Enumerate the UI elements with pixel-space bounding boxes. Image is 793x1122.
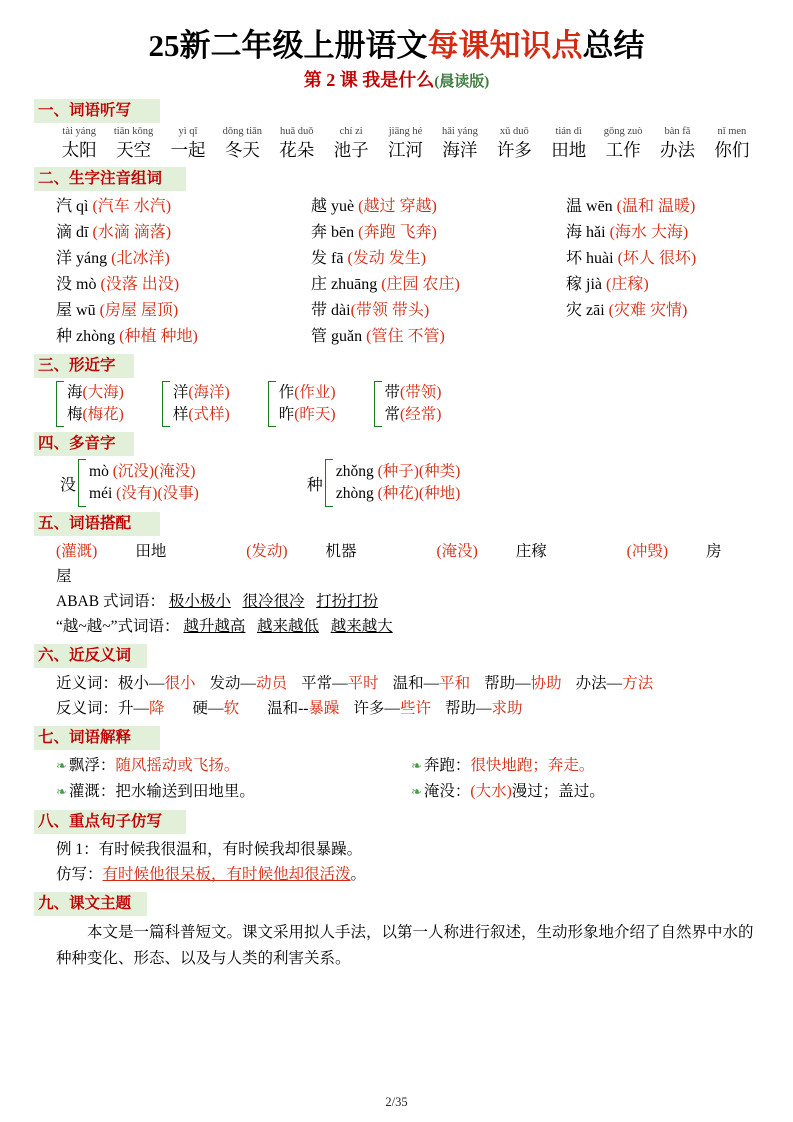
char-label: 常 bbox=[384, 406, 401, 423]
list-item bbox=[161, 126, 215, 162]
pinyin-label: méi bbox=[89, 485, 113, 502]
bracket-icon bbox=[374, 381, 382, 427]
pinyin-label: mò bbox=[89, 463, 109, 480]
list-item bbox=[436, 543, 584, 560]
page-title bbox=[34, 26, 759, 66]
char-label: 滴 bbox=[56, 224, 73, 241]
list-item bbox=[246, 543, 394, 560]
char-label: 坏 bbox=[566, 250, 583, 267]
row-label: 仿写： bbox=[56, 866, 103, 883]
pinyin-label: huài bbox=[586, 250, 614, 267]
char-label: 作 bbox=[278, 384, 295, 401]
list-item: 许多— bbox=[353, 700, 400, 717]
words-label: (灾难 灾情) bbox=[608, 302, 688, 319]
row-label: 反义词： bbox=[56, 700, 119, 717]
char-label: 温 bbox=[566, 198, 583, 215]
char-label: 越 bbox=[311, 198, 328, 215]
list-item bbox=[56, 220, 311, 245]
char-label: 海 bbox=[566, 224, 583, 241]
pinyin-label: guǎn bbox=[331, 328, 363, 345]
word-label: (经常) bbox=[400, 406, 442, 423]
list-item bbox=[311, 220, 566, 245]
char-label: 没 bbox=[56, 276, 73, 293]
row-label: 近义词： bbox=[56, 675, 119, 692]
word-label: 一起 bbox=[170, 140, 206, 160]
word-label: 太阳 bbox=[61, 140, 97, 160]
list-item: 打扮打扮 bbox=[316, 593, 379, 610]
words-label: (温和 温暖) bbox=[616, 198, 696, 215]
section-header-synonyms: 六、近反义词 bbox=[34, 644, 147, 668]
words-label: (发动 发生) bbox=[347, 250, 427, 267]
title-highlight: 每课知识点 bbox=[427, 28, 583, 63]
list-item: 越升越高 bbox=[183, 618, 246, 635]
list-item: 越来越大 bbox=[330, 618, 393, 635]
pinyin-label: zhòng bbox=[335, 485, 374, 502]
pinyin-label: huā duǒ bbox=[279, 126, 314, 137]
word-label: 海洋 bbox=[442, 140, 478, 160]
char-label: 梅 bbox=[67, 406, 83, 423]
words-label: (坏人 很坏) bbox=[617, 250, 697, 267]
similar-char-group bbox=[374, 381, 442, 427]
list-item bbox=[279, 382, 336, 404]
list-item bbox=[336, 461, 460, 483]
words-label: (水滴 滴落) bbox=[92, 224, 172, 241]
word-label: 田地 bbox=[551, 140, 587, 160]
word-label: 花朵 bbox=[279, 140, 315, 160]
imitate-text: 有时候他很呆板，有时候他却很活泼 bbox=[102, 866, 351, 883]
list-item bbox=[385, 404, 442, 426]
bracket-icon bbox=[78, 459, 86, 507]
pinyin-label: zhòng bbox=[76, 328, 116, 345]
words-label: (管住 不管) bbox=[366, 328, 445, 345]
list-item bbox=[311, 246, 566, 271]
pinyin-label: dōng tiān bbox=[222, 126, 263, 137]
meaning-label: 把水输送到田地里。 bbox=[115, 783, 255, 800]
bracket-icon bbox=[268, 381, 276, 427]
pinyin-label: bàn fǎ bbox=[664, 126, 691, 137]
row-label: “越~越~”式词语： bbox=[56, 618, 180, 635]
words-label: (庄园 农庄) bbox=[381, 276, 460, 293]
synonym-row: 近义词：极小—很小 发动—动员 平常—平时 温和—平和 帮助—协助 办法—方法 bbox=[56, 675, 654, 692]
char-label: 庄 bbox=[311, 276, 328, 293]
words-label: (种子)(种类) bbox=[377, 463, 461, 480]
list-item bbox=[487, 126, 541, 162]
char-label: 发 bbox=[311, 250, 328, 267]
word-label: 灌溉： bbox=[68, 783, 116, 800]
section-header-collocations: 五、词语搭配 bbox=[34, 512, 160, 536]
pinyin-label: jiāng hé bbox=[388, 126, 423, 137]
char-label: 奔 bbox=[311, 224, 328, 241]
section-header-similar-chars: 三、形近字 bbox=[34, 354, 134, 378]
imitate-row: 仿写：有时候他很呆板，有时候他却很活泼。 bbox=[56, 866, 367, 883]
char-label: 种 bbox=[56, 328, 73, 345]
list-item bbox=[411, 779, 759, 805]
pinyin-label: chí zi bbox=[339, 126, 363, 137]
title-part2: 总结 bbox=[582, 28, 645, 63]
char-label: 稼 bbox=[566, 276, 583, 293]
subtitle-main: 第 2 课 我是什么 bbox=[303, 70, 435, 90]
list-item bbox=[52, 126, 106, 162]
bracket-icon bbox=[325, 459, 333, 507]
list-item bbox=[566, 272, 759, 297]
similar-char-group bbox=[268, 381, 336, 427]
pinyin-label: zhǒng bbox=[335, 463, 374, 480]
pinyin-label: hǎi bbox=[586, 224, 606, 241]
meaning-label: 很快地跑；奔走。 bbox=[470, 757, 595, 774]
new-chars-grid bbox=[56, 194, 759, 349]
section-header-dictation: 一、词语听写 bbox=[34, 99, 160, 123]
page-subtitle bbox=[34, 68, 759, 94]
page-number: 2/35 bbox=[385, 1095, 408, 1109]
list-item: 升— bbox=[118, 700, 150, 717]
word-label: (海洋) bbox=[188, 384, 230, 401]
char-label: 洋 bbox=[56, 250, 73, 267]
list-item: 极小极小 bbox=[168, 593, 231, 610]
dictation-word-list bbox=[52, 126, 759, 162]
leaf-icon: ❧ bbox=[56, 758, 67, 773]
list-item bbox=[56, 543, 204, 560]
pinyin-label: hǎi yáng bbox=[441, 126, 478, 137]
word-label: 淹没： bbox=[423, 783, 471, 800]
list-item: 很冷很冷 bbox=[242, 593, 305, 610]
subtitle-note: (晨读版) bbox=[434, 74, 490, 90]
similar-char-group bbox=[162, 381, 230, 427]
similar-char-group bbox=[56, 381, 124, 427]
word-label: (梅花) bbox=[82, 406, 124, 423]
pinyin-label: bēn bbox=[331, 224, 355, 241]
section-header-theme: 九、课文主题 bbox=[34, 892, 147, 916]
sentence-practice-block bbox=[56, 837, 759, 887]
list-item bbox=[89, 461, 199, 483]
example-text: 有时候我很温和，有时候我却很暴躁。 bbox=[98, 841, 363, 858]
polyphone-group bbox=[307, 459, 460, 507]
list-item: 发动— bbox=[209, 675, 257, 692]
list-item bbox=[566, 220, 759, 245]
words-label: (种植 种地) bbox=[119, 328, 198, 345]
list-item bbox=[311, 324, 566, 349]
pinyin-label: gōng zuò bbox=[603, 126, 643, 137]
word-label: (带领) bbox=[400, 384, 442, 401]
list-item: 温和— bbox=[392, 675, 440, 692]
word-label: 池子 bbox=[333, 140, 369, 160]
pinyin-label: yáng bbox=[76, 250, 108, 267]
pinyin-label: yì qǐ bbox=[178, 126, 198, 137]
word-label: 你们 bbox=[714, 140, 750, 160]
section-header-new-chars: 二、生字注音组词 bbox=[34, 167, 186, 191]
bracket-icon bbox=[162, 381, 170, 427]
list-item bbox=[215, 126, 269, 162]
pinyin-label: zhuāng bbox=[331, 276, 378, 293]
list-item bbox=[385, 382, 442, 404]
list-item: 极小— bbox=[118, 675, 165, 692]
list-item bbox=[378, 126, 432, 162]
pinyin-label: yuè bbox=[331, 198, 355, 215]
list-item: 温和-- bbox=[267, 700, 309, 717]
theme-paragraph: 本文是一篇科普短文。课文采用拟人手法，以第一人称进行叙述，生动形象地介绍了自然界中水的种种变化、形态、以及与人类的利害关系。 bbox=[56, 924, 754, 967]
explanations-grid bbox=[56, 753, 759, 805]
char-label: 种 bbox=[306, 476, 323, 494]
words-label: (越过 穿越) bbox=[358, 198, 437, 215]
list-item bbox=[67, 382, 124, 404]
list-item bbox=[270, 126, 324, 162]
antonym-row: 反义词：升—降 硬—软 温和--暴躁 许多—些许 帮助—求助 bbox=[56, 700, 523, 717]
pinyin-label: wū bbox=[76, 302, 96, 319]
word-label: 工作 bbox=[605, 140, 641, 160]
list-item: 硬— bbox=[192, 700, 224, 717]
word-label: (大海) bbox=[82, 384, 124, 401]
list-item bbox=[56, 324, 311, 349]
char-label: 昨 bbox=[278, 406, 295, 423]
words-label: (汽车 水汽) bbox=[92, 198, 172, 215]
noun-label: 房屋 bbox=[56, 543, 722, 585]
word-label: 办法 bbox=[659, 140, 695, 160]
word-label: (作业) bbox=[294, 384, 336, 401]
list-item bbox=[566, 194, 759, 219]
row-label: 例 1： bbox=[56, 841, 99, 858]
list-item bbox=[650, 126, 704, 162]
pinyin-label: nǐ men bbox=[717, 126, 747, 137]
pinyin-label: tài yáng bbox=[62, 126, 96, 137]
word-label: 江河 bbox=[388, 140, 424, 160]
char-label: 灾 bbox=[566, 302, 583, 319]
pinyin-label: wēn bbox=[586, 198, 613, 215]
words-label: (奔跑 飞奔) bbox=[358, 224, 437, 241]
pinyin-label: qì bbox=[76, 198, 89, 215]
word-label: 奔跑： bbox=[423, 757, 471, 774]
word-label: 许多 bbox=[496, 140, 532, 160]
noun-label: 机器 bbox=[325, 543, 357, 560]
pinyin-label: tiān kōng bbox=[113, 126, 154, 137]
collocation-row bbox=[56, 539, 759, 589]
list-item bbox=[67, 404, 124, 426]
section-header-polyphones: 四、多音字 bbox=[34, 432, 134, 456]
list-item bbox=[433, 126, 487, 162]
verb-label: (发动) bbox=[246, 543, 288, 560]
pinyin-label: dī bbox=[76, 224, 89, 241]
char-label: 带 bbox=[311, 302, 328, 319]
words-label: (房屋 屋顶) bbox=[99, 302, 179, 319]
pinyin-label: mò bbox=[76, 276, 97, 293]
leaf-icon: ❧ bbox=[411, 758, 422, 773]
title-part1: 25新二年级上册语文 bbox=[148, 28, 428, 63]
list-item bbox=[311, 272, 566, 297]
meaning-highlight: (大水) bbox=[470, 783, 512, 800]
polyphones-row bbox=[60, 459, 759, 507]
words-label: (海水 大海) bbox=[609, 224, 689, 241]
char-label: 带 bbox=[384, 384, 401, 401]
verb-label: (淹没) bbox=[436, 543, 478, 560]
list-item bbox=[324, 126, 378, 162]
list-item bbox=[566, 298, 759, 323]
leaf-icon: ❧ bbox=[56, 784, 67, 799]
verb-label: (冲毁) bbox=[626, 543, 668, 560]
list-item: 办法— bbox=[575, 675, 623, 692]
list-item bbox=[56, 194, 311, 219]
words-label: (北冰洋) bbox=[111, 250, 170, 267]
words-label: (带领 带头) bbox=[350, 302, 430, 319]
words-label: (没有)(没事) bbox=[116, 485, 199, 502]
char-label: 屋 bbox=[56, 302, 73, 319]
list-item bbox=[56, 753, 411, 779]
word-label: 天空 bbox=[116, 140, 152, 160]
char-label: 汽 bbox=[56, 198, 73, 215]
noun-label: 田地 bbox=[135, 543, 167, 560]
list-item bbox=[542, 126, 596, 162]
pinyin-label: dài bbox=[331, 302, 351, 319]
row-label: ABAB 式词语： bbox=[56, 593, 165, 610]
bracket-icon bbox=[56, 381, 64, 427]
pinyin-label: tián dì bbox=[555, 126, 582, 137]
list-item: 帮助— bbox=[444, 700, 492, 717]
words-label: (沉没)(淹没) bbox=[112, 463, 196, 480]
pinyin-label: fā bbox=[331, 250, 344, 267]
pinyin-label: zāi bbox=[586, 302, 605, 319]
list-item bbox=[173, 382, 230, 404]
list-item: 越来越低 bbox=[257, 618, 320, 635]
collocations-block bbox=[56, 539, 759, 639]
list-item bbox=[411, 753, 759, 779]
list-item bbox=[56, 298, 311, 323]
list-item bbox=[311, 298, 566, 323]
char-label: 样 bbox=[172, 406, 189, 423]
list-item bbox=[705, 126, 759, 162]
list-item bbox=[566, 246, 759, 271]
section-header-sentence-practice: 八、重点句子仿写 bbox=[34, 810, 186, 834]
list-item bbox=[56, 272, 311, 297]
collocation-row bbox=[56, 614, 759, 639]
pinyin-label: xǔ duō bbox=[499, 126, 529, 137]
words-label: (种花)(种地) bbox=[377, 485, 461, 502]
words-label: (庄稼) bbox=[606, 276, 649, 293]
word-label: (式样) bbox=[188, 406, 230, 423]
char-label: 海 bbox=[67, 384, 83, 401]
char-label: 管 bbox=[311, 328, 328, 345]
char-label: 洋 bbox=[172, 384, 189, 401]
list-item bbox=[311, 194, 566, 219]
meaning-label: 漫过；盖过。 bbox=[511, 783, 605, 800]
word-label: 冬天 bbox=[224, 140, 260, 160]
list-item bbox=[56, 779, 411, 805]
similar-chars-row bbox=[56, 381, 759, 427]
polyphone-group bbox=[60, 459, 199, 507]
words-label: (没落 出没) bbox=[100, 276, 180, 293]
verb-label: (灌溉) bbox=[56, 543, 98, 560]
list-item bbox=[336, 483, 460, 505]
word-label: 飘浮： bbox=[68, 757, 116, 774]
pinyin-label: jià bbox=[586, 276, 603, 293]
meaning-label: 随风摇动或飞扬。 bbox=[115, 757, 240, 774]
section-header-explanations: 七、词语解释 bbox=[34, 726, 160, 750]
list-item bbox=[566, 324, 759, 349]
list-item bbox=[56, 246, 311, 271]
list-item bbox=[173, 404, 230, 426]
list-item bbox=[279, 404, 336, 426]
leaf-icon: ❧ bbox=[411, 784, 422, 799]
noun-label: 庄稼 bbox=[515, 543, 547, 560]
list-item: 帮助— bbox=[484, 675, 531, 692]
list-item bbox=[596, 126, 650, 162]
char-label: 没 bbox=[60, 476, 77, 494]
list-item bbox=[89, 483, 199, 505]
list-item: 平常— bbox=[301, 675, 348, 692]
synonyms-block bbox=[56, 671, 759, 721]
list-item bbox=[106, 126, 160, 162]
collocation-row bbox=[56, 589, 759, 614]
word-label: (昨天) bbox=[294, 406, 336, 423]
example-row bbox=[56, 837, 759, 862]
